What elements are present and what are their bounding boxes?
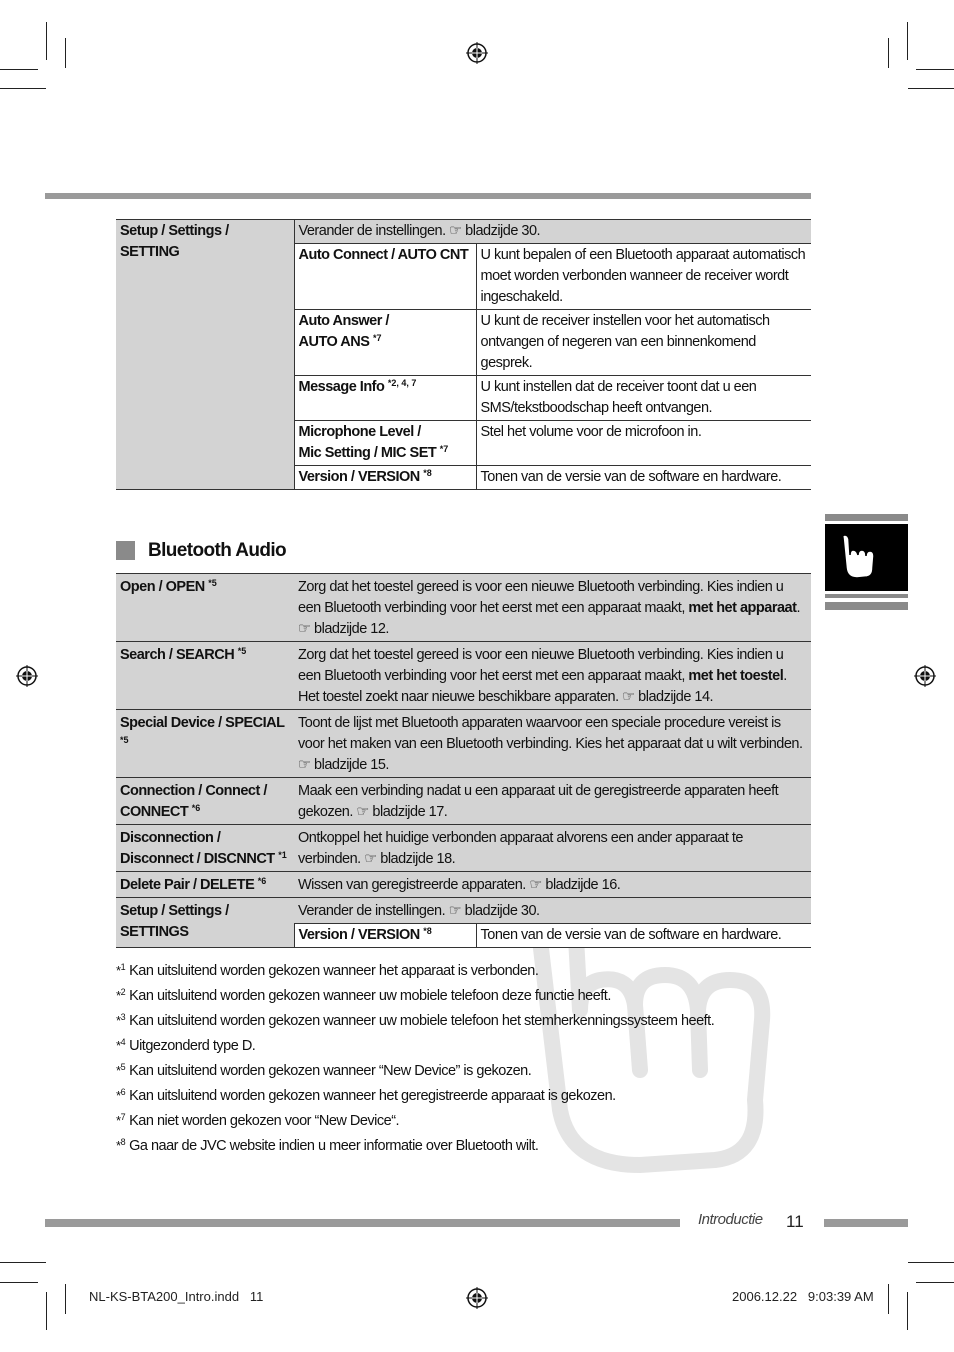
footnote xyxy=(116,1138,538,1154)
setting-name xyxy=(294,466,476,490)
crop-mark xyxy=(0,69,38,70)
table-row xyxy=(116,825,811,872)
setting-name-line2: AUTO ANS xyxy=(298,334,370,350)
function-description xyxy=(294,872,811,898)
footnote-text: Ga naar de JVC website indien u meer informatie over Bluetooth wilt. xyxy=(129,1138,539,1154)
version-footnote-ref: *8 xyxy=(423,926,432,936)
footnote-mark: * xyxy=(116,1138,121,1153)
description-emphasis: met het toestel xyxy=(688,668,784,684)
setting-name xyxy=(294,310,476,376)
function-name-line1: Delete Pair / DELETE xyxy=(120,877,255,893)
function-description xyxy=(294,710,811,778)
footnote-ref: *5 xyxy=(208,578,217,588)
footnote-number: 6 xyxy=(120,1087,126,1097)
setting-name xyxy=(294,421,476,466)
section-title: Bluetooth Audio xyxy=(148,540,287,561)
table-row xyxy=(116,778,811,825)
function-description xyxy=(294,825,811,872)
function-name-line1: Open / OPEN xyxy=(120,579,205,595)
registration-mark-icon xyxy=(466,42,488,64)
setting-description: U kunt instellen dat de receiver toont dat u een SMS/tekstboodschap heeft ontvangen. xyxy=(476,376,811,421)
description-tail: . Het toestel zoekt naar nieuwe beschikbare apparaten. ☞ bladzijde 14. xyxy=(298,668,787,705)
footnote-number: 4 xyxy=(120,1037,126,1047)
footnote-mark: * xyxy=(116,1013,121,1028)
footnote-text: Kan uitsluitend worden gekozen wanneer het apparaat is verbonden. xyxy=(129,963,539,979)
setup-settings-label xyxy=(116,898,294,948)
footnote-ref: *1 xyxy=(278,850,287,860)
function-name xyxy=(116,710,294,778)
table-row xyxy=(116,642,811,710)
function-name-line1: Special Device / SPECIAL xyxy=(120,715,285,731)
bottom-rule xyxy=(45,1219,680,1227)
description-emphasis: met het apparaat xyxy=(688,600,797,616)
description-text: Zorg dat het toestel gereed is voor een nieuwe Bluetooth verbinding. Kies indien u een Bluetooth verbinding voor het eerst met een apparaat maakt, xyxy=(298,579,784,616)
tab-rule xyxy=(825,514,908,521)
table-row xyxy=(116,710,811,778)
footnote-number: 8 xyxy=(120,1137,126,1147)
crop-mark xyxy=(908,1262,954,1263)
footnote-ref: *5 xyxy=(237,646,247,656)
function-name xyxy=(116,872,294,898)
footnote-text: Kan niet worden gekozen voor “New Device“. xyxy=(129,1113,400,1129)
page-number: 11 xyxy=(786,1212,804,1231)
settings-table xyxy=(116,219,811,490)
description-text: Zorg dat het toestel gereed is voor een nieuwe Bluetooth verbinding. Kies indien u een Bluetooth verbinding voor het eerst met een apparaat maakt, xyxy=(298,647,784,684)
crop-mark xyxy=(916,1282,954,1283)
tab-rule xyxy=(825,602,908,610)
table-row xyxy=(116,574,811,642)
setting-description: U kunt de receiver instellen voor het automatisch ontvangen of negeren van een binnenkomend gesprek. xyxy=(476,310,811,376)
setup-description: Verander de instellingen. ☞ bladzijde 30. xyxy=(294,220,811,244)
crop-mark xyxy=(916,69,954,70)
crop-mark xyxy=(907,1292,908,1330)
setting-name-line2: Mic Setting / MIC SET xyxy=(298,445,437,461)
footnote-mark: * xyxy=(116,1063,121,1078)
footnote-number: 7 xyxy=(120,1112,126,1122)
footnote xyxy=(116,1038,255,1054)
function-name-line1: Disconnection / xyxy=(120,830,221,846)
footnote-text: Uitgezonderd type D. xyxy=(129,1038,256,1054)
bottom-rule-right xyxy=(824,1219,908,1227)
crop-mark xyxy=(0,1282,38,1283)
footnote-mark: * xyxy=(116,1113,121,1128)
slug-file: NL-KS-BTA200_Intro.indd 11 xyxy=(89,1289,264,1304)
footnote-text: Kan uitsluitend worden gekozen wanneer uw mobiele telefoon het stemherkenningssysteem heeft. xyxy=(129,1013,715,1029)
function-name-line1: Search / SEARCH xyxy=(120,647,235,663)
crop-mark xyxy=(907,22,908,60)
top-rule xyxy=(45,193,811,199)
section-tab xyxy=(825,524,908,591)
setting-description: Stel het volume voor de microfoon in. xyxy=(476,421,811,466)
footnote-ref: *2, 4, 7 xyxy=(387,378,417,388)
function-name-line2: CONNECT xyxy=(120,804,189,820)
footnote-ref: *5 xyxy=(120,735,129,745)
function-name xyxy=(116,574,294,642)
registration-mark-icon xyxy=(914,665,936,687)
crop-mark xyxy=(888,1284,889,1314)
crop-mark xyxy=(888,38,889,68)
footnote xyxy=(116,963,538,979)
setting-name-line1: Message Info xyxy=(298,379,385,395)
footnote-ref: *6 xyxy=(191,803,201,813)
setup-settings-line2: SETTINGS xyxy=(120,924,189,940)
crop-mark xyxy=(65,38,66,68)
setting-description: U kunt bepalen of een Bluetooth apparaat automatisch moet worden verbonden wanneer de receiver wordt ingeschakeld. xyxy=(476,244,811,310)
footnote-number: 1 xyxy=(120,962,126,972)
function-description xyxy=(294,642,811,710)
registration-mark-icon xyxy=(466,1287,488,1309)
description-text: Wissen van geregistreerde apparaten. ☞ bladzijde 16. xyxy=(298,877,621,893)
setup-label xyxy=(116,220,294,490)
footnote-number: 5 xyxy=(120,1062,126,1072)
hand-tab-icon xyxy=(837,534,877,582)
setup-label-line1: Setup / Settings / xyxy=(120,223,229,239)
setup-settings-description: Verander de instellingen. ☞ bladzijde 30. xyxy=(294,898,811,924)
setting-description: Tonen van de versie van de software en hardware. xyxy=(476,466,811,490)
function-name-line2: Disconnect / DISCNNCT xyxy=(120,851,275,867)
footnote-number: 2 xyxy=(120,987,126,997)
footnote-ref: *8 xyxy=(423,468,432,478)
function-name-line1: Connection / Connect / xyxy=(120,783,267,799)
setup-settings-line1: Setup / Settings / xyxy=(120,903,229,919)
setting-name-line1: Microphone Level / xyxy=(298,424,421,440)
footnote xyxy=(116,988,611,1004)
setting-name-line1: Version / VERSION xyxy=(298,469,420,485)
setting-name xyxy=(294,244,476,310)
crop-mark xyxy=(0,88,46,89)
footer-section: Introductie xyxy=(698,1211,763,1228)
bluetooth-audio-table xyxy=(116,573,811,948)
footnote-text: Kan uitsluitend worden gekozen wanneer het geregistreerde apparaat is gekozen. xyxy=(129,1088,616,1104)
function-description xyxy=(294,778,811,825)
footnote xyxy=(116,1113,399,1129)
description-text: Toont de lijst met Bluetooth apparaten waarvoor een speciale procedure vereist is voor het maken van een Bluetooth verbinding. Kies het apparaat dat u wilt verbinden. ☞ bladzijde 15. xyxy=(298,715,803,773)
section-square-icon xyxy=(116,541,135,560)
version-name xyxy=(294,924,476,948)
footnote-ref: *6 xyxy=(257,876,267,886)
footnote-mark: * xyxy=(116,1038,121,1053)
version-name-text: Version / VERSION xyxy=(298,927,420,943)
footnote-ref: *7 xyxy=(439,444,449,454)
crop-mark xyxy=(46,22,47,60)
crop-mark xyxy=(908,88,954,89)
footnote-number: 3 xyxy=(120,1012,126,1022)
version-description: Tonen van de versie van de software en hardware. xyxy=(476,924,811,948)
function-description xyxy=(294,574,811,642)
footnote-mark: * xyxy=(116,1088,121,1103)
description-text: Maak een verbinding nadat u een apparaat uit de geregistreerde apparaten heeft gekozen. ☞ bladzijde 17. xyxy=(298,783,779,820)
setting-name-line1: Auto Connect / AUTO CNT xyxy=(298,247,469,263)
footnote-text: Kan uitsluitend worden gekozen wanneer uw mobiele telefoon deze functie heeft. xyxy=(129,988,611,1004)
crop-mark xyxy=(0,1262,46,1263)
slug-date: 2006.12.22 9:03:39 AM xyxy=(732,1289,874,1304)
setting-name xyxy=(294,376,476,421)
registration-mark-icon xyxy=(16,665,38,687)
function-name xyxy=(116,642,294,710)
footnote-mark: * xyxy=(116,963,121,978)
description-text: Ontkoppel het huidige verbonden apparaat alvorens een ander apparaat te verbinden. ☞ bladzijde 18. xyxy=(298,830,743,867)
footnote-ref: *7 xyxy=(372,333,382,343)
tab-rule xyxy=(825,594,908,598)
footnote xyxy=(116,1063,531,1079)
crop-mark xyxy=(65,1284,66,1314)
footnote xyxy=(116,1088,616,1104)
footnote xyxy=(116,1013,714,1029)
function-name xyxy=(116,825,294,872)
setup-label-line2: SETTING xyxy=(120,244,180,260)
table-row xyxy=(116,872,811,898)
crop-mark xyxy=(46,1292,47,1330)
setting-name-line1: Auto Answer / xyxy=(298,313,389,329)
footnote-text: Kan uitsluitend worden gekozen wanneer “New Device” is gekozen. xyxy=(129,1063,532,1079)
footnote-mark: * xyxy=(116,988,121,1003)
description-tail: . ☞ bladzijde 12. xyxy=(298,600,800,637)
function-name xyxy=(116,778,294,825)
